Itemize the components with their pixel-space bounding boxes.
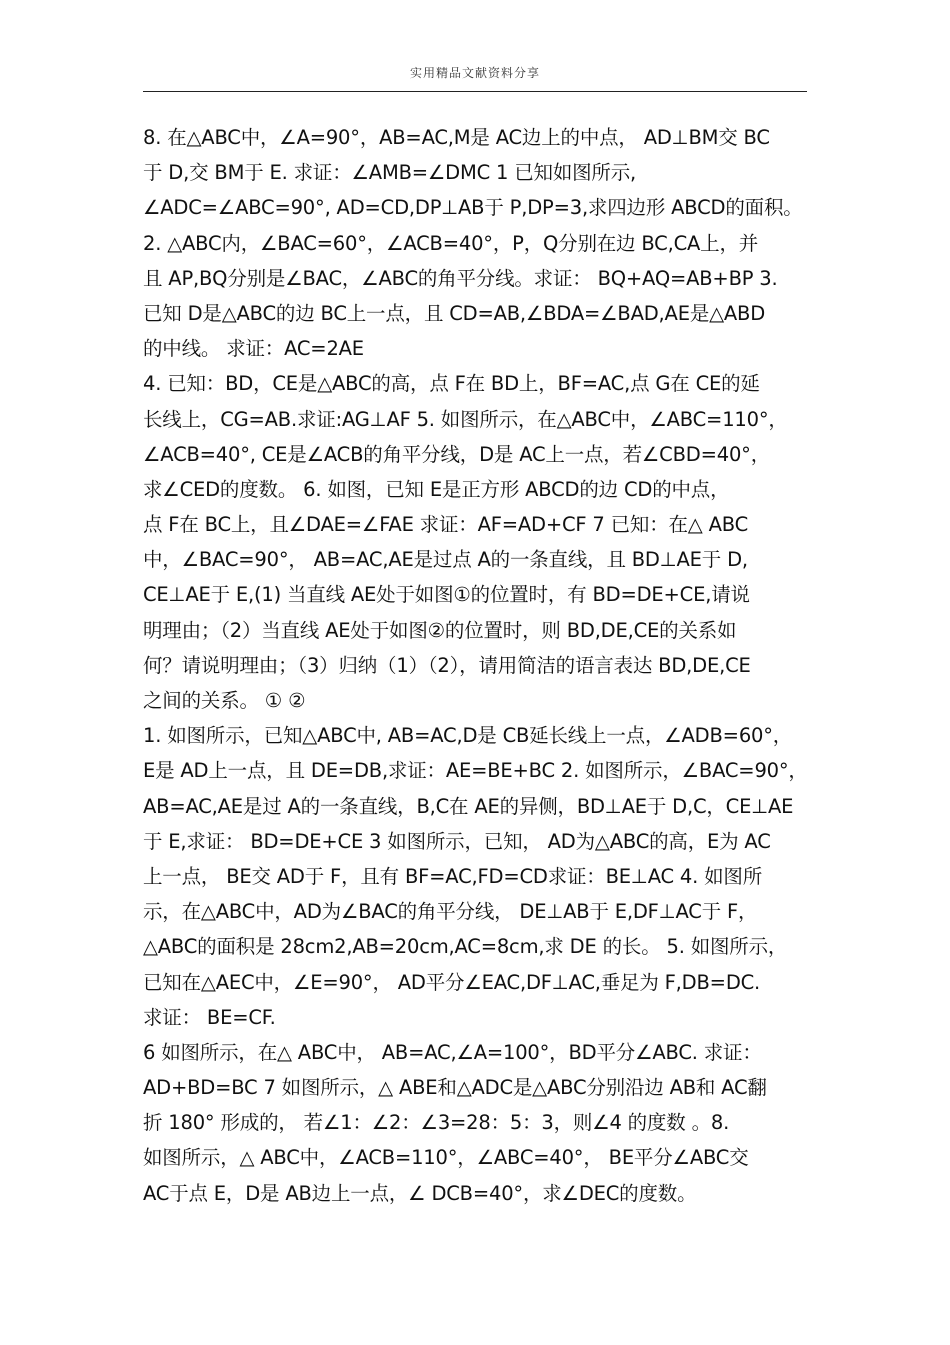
text-line: AB=AC,AE是过 A的一条直线，B,C在 AE的异侧，BD⊥AE于 D,C，CE⊥AE: [143, 794, 794, 818]
text-line: 的中线。 求证：AC=2AE: [143, 337, 364, 361]
document-body: [143, 120, 833, 1211]
text-line: 1. 如图所示，已知△ABC中, AB=AC,D是 CB延长线上一点，∠ADB=60°，: [143, 724, 793, 748]
text-line: AD+BD=BC 7 如图所示，△ ABE和△ADC是△ABC分别沿边 AB和 AC翻: [143, 1076, 767, 1100]
text-line: 明理由；（2）当直线 AE处于如图②的位置时，则 BD,DE,CE的关系如: [143, 618, 737, 642]
text-line: 且 AP,BQ分别是∠BAC，∠ABC的角平分线。求证： BQ+AQ=AB+BP 3.: [143, 266, 778, 290]
text-line: 已知在△AEC中，∠E=90°， AD平分∠EAC,DF⊥AC,垂足为 F,DB=DC.: [143, 970, 761, 994]
text-line: 8. 在△ABC中，∠A=90°，AB=AC,M是 AC边上的中点， AD⊥BM交 BC: [143, 126, 770, 149]
text-line: CE⊥AE于 E,(1) 当直线 AE处于如图①的位置时，有 BD=DE+CE,请说: [143, 583, 750, 607]
text-line: 点 F在 BC上，且∠DAE=∠FAE 求证：AF=AD+CF 7 已知：在△ ABC: [143, 513, 748, 537]
text-line: 4. 已知：BD，CE是△ABC的高，点 F在 BD上，BF=AC,点 G在 CE的延: [143, 372, 760, 396]
text-line: 6 如图所示，在△ ABC中， AB=AC,∠A=100°，BD平分∠ABC. 求证：: [143, 1040, 762, 1064]
text-line: 于 D,交 BM于 E. 求证：∠AMB=∠DMC 1 已知如图所示,: [143, 161, 637, 185]
page-header: 实用精品文献资料分享: [409, 66, 540, 80]
text-line: △ABC的面积是 28cm2,AB=20cm,AC=8cm,求 DE 的长。 5. 如图所示，: [143, 935, 788, 959]
text-line: 上一点， BE交 AD于 F，且有 BF=AC,FD=CD求证：BE⊥AC 4. 如图所: [143, 864, 763, 888]
text-line: 折 180° 形成的， 若∠1：∠2：∠3=28：5：3，则∠4 的度数 。8.: [143, 1111, 730, 1135]
text-line: 何？请说明理由；（3）归纳（1）（2），请用简洁的语言表达 BD,DE,CE: [143, 653, 751, 677]
text-line: E是 AD上一点，且 DE=DB,求证：AE=BE+BC 2. 如图所示，∠BAC=90°，: [143, 759, 808, 783]
text-line: 中，∠BAC=90°， AB=AC,AE是过点 A的一条直线，且 BD⊥AE于 D,: [143, 548, 748, 572]
text-line: 长线上，CG=AB.求证:AG⊥AF 5. 如图所示，在△ABC中，∠ABC=110°，: [143, 407, 788, 431]
text-line: 如图所示，△ ABC中，∠ACB=110°，∠ABC=40°， BE平分∠ABC交: [143, 1146, 749, 1170]
text-line: 之间的关系。 ① ②: [143, 689, 306, 712]
text-line: 已知 D是△ABC的边 BC上一点，且 CD=AB,∠BDA=∠BAD,AE是△ABD: [143, 301, 766, 325]
text-line: ∠ADC=∠ABC=90°, AD=CD,DP⊥AB于 P,DP=3,求四边形 ABCD的面积。: [143, 196, 803, 220]
text-line: ∠ACB=40°, CE是∠ACB的角平分线，D是 AC上一点，若∠CBD=40°，: [143, 442, 770, 466]
text-line: AC于点 E，D是 AB边上一点，∠ DCB=40°，求∠DEC的度数。: [143, 1181, 697, 1205]
text-line: 于 E,求证： BD=DE+CE 3 如图所示，已知， AD为△ABC的高，E为 AC: [143, 829, 771, 853]
text-line: 求证： BE=CF.: [143, 1005, 276, 1029]
text-line: 示，在△ABC中，AD为∠BAC的角平分线， DE⊥AB于 E,DF⊥AC于 F，: [143, 900, 758, 924]
text-line: 2. △ABC内，∠BAC=60°，∠ACB=40°，P，Q分别在边 BC,CA上，并: [143, 231, 759, 255]
text-line: 求∠CED的度数。 6. 如图，已知 E是正方形 ABCD的边 CD的中点，: [143, 477, 730, 501]
header-divider: [143, 91, 807, 92]
